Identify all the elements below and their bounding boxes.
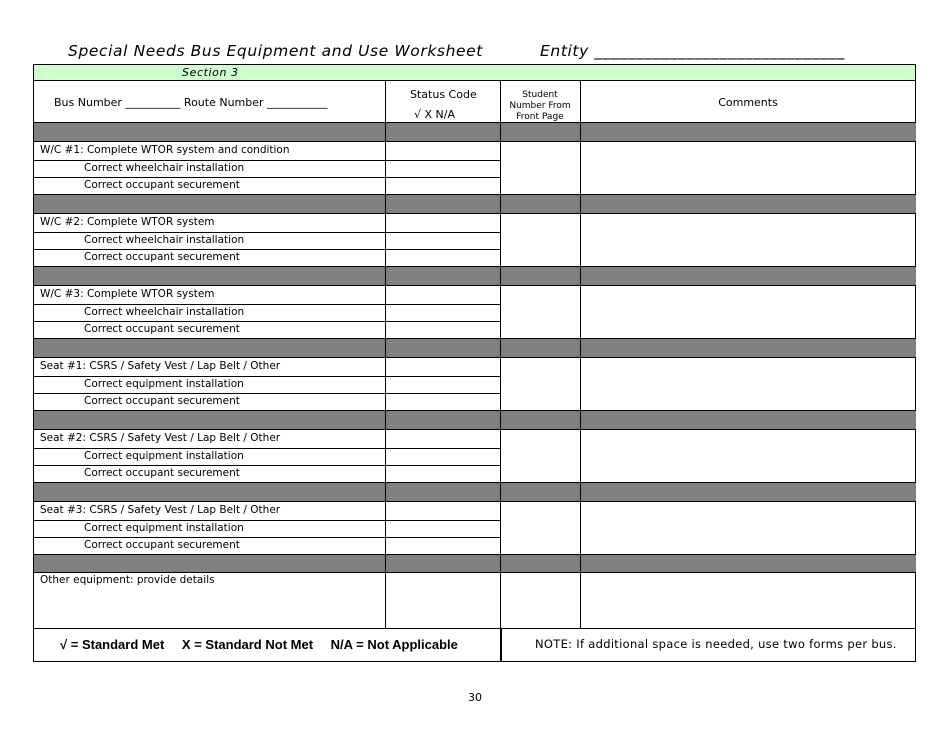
legend-divider	[500, 628, 502, 662]
student-number-cell[interactable]	[501, 286, 580, 338]
separator-bar	[34, 123, 916, 141]
column-divider	[500, 483, 501, 501]
other-equipment-label: Other equipment: provide details	[40, 574, 215, 586]
student-number-cell[interactable]	[501, 142, 580, 194]
column-divider	[500, 142, 501, 194]
status-code-cell[interactable]	[386, 358, 500, 376]
checklist-item: Correct wheelchair installation	[84, 234, 245, 246]
student-number-header: Student Number From Front Page	[509, 90, 571, 122]
status-code-cell[interactable]	[386, 393, 500, 410]
column-divider	[385, 339, 386, 357]
status-code-cell[interactable]	[386, 537, 500, 554]
column-divider	[385, 411, 386, 429]
status-code-cell[interactable]	[386, 177, 500, 194]
column-divider	[580, 81, 581, 122]
group-title: Seat #3: CSRS / Safety Vest / Lap Belt / Other	[40, 504, 281, 516]
column-divider	[500, 573, 501, 628]
legend-met: √ = Standard Met	[60, 637, 165, 652]
checklist-item: Correct occupant securement	[84, 251, 240, 263]
separator-bar	[34, 483, 916, 501]
row-divider	[33, 628, 916, 629]
checklist-item: Correct wheelchair installation	[84, 306, 245, 318]
comments-cell[interactable]	[581, 358, 916, 410]
checklist-item: Correct equipment installation	[84, 378, 244, 390]
status-code-cell[interactable]	[386, 214, 500, 232]
group-title: Seat #1: CSRS / Safety Vest / Lap Belt / Other	[40, 360, 281, 372]
checklist-item: Correct occupant securement	[84, 395, 240, 407]
column-divider	[500, 430, 501, 482]
comments-header: Comments	[718, 96, 778, 109]
separator-bar	[34, 195, 916, 213]
status-code-options: √ X N/A	[414, 108, 455, 121]
status-code-cell[interactable]	[386, 286, 500, 304]
status-code-cell[interactable]	[386, 430, 500, 448]
group-title: W/C #1: Complete WTOR system and condition	[40, 144, 290, 156]
column-divider	[580, 483, 581, 501]
student-number-cell[interactable]	[501, 214, 580, 266]
checklist-item: Correct equipment installation	[84, 450, 244, 462]
column-divider	[385, 267, 386, 285]
status-code-cell[interactable]	[386, 160, 500, 177]
checklist-item: Correct occupant securement	[84, 467, 240, 479]
column-divider	[580, 142, 581, 194]
column-divider	[580, 214, 581, 266]
other-equipment-details[interactable]	[34, 573, 385, 628]
column-divider	[500, 195, 501, 213]
status-code-cell[interactable]	[386, 321, 500, 338]
worksheet-title: Special Needs Bus Equipment and Use Worksheet	[68, 42, 483, 60]
separator-bar	[34, 555, 385, 572]
status-code-cell[interactable]	[386, 249, 500, 266]
comments-cell[interactable]	[581, 214, 916, 266]
status-code-cell[interactable]	[386, 520, 500, 537]
column-divider	[385, 142, 386, 194]
column-divider	[500, 502, 501, 554]
column-divider	[385, 430, 386, 482]
column-divider	[385, 123, 386, 141]
column-divider	[580, 123, 581, 141]
comments-cell[interactable]	[581, 430, 916, 482]
column-divider	[580, 555, 581, 572]
column-divider	[385, 555, 386, 572]
column-divider	[500, 214, 501, 266]
status-code-cell[interactable]	[386, 304, 500, 321]
legend-not-met: X = Standard Not Met	[181, 637, 314, 652]
column-divider	[385, 573, 386, 628]
column-divider	[580, 339, 581, 357]
comments-cell[interactable]	[581, 142, 916, 194]
comments-cell[interactable]	[581, 502, 916, 554]
separator-bar	[34, 267, 916, 285]
status-code-cell[interactable]	[386, 502, 500, 520]
checklist-item: Correct occupant securement	[84, 179, 240, 191]
column-divider	[580, 195, 581, 213]
entity-field[interactable]: Entity ______________________________	[540, 42, 845, 60]
column-divider	[385, 483, 386, 501]
column-divider	[385, 286, 386, 338]
status-code-cell[interactable]	[386, 448, 500, 465]
column-divider	[385, 195, 386, 213]
column-divider	[500, 267, 501, 285]
column-divider	[385, 358, 386, 410]
legend-na: N/A = Not Applicable	[330, 637, 458, 652]
column-divider	[500, 339, 501, 357]
checklist-item: Correct wheelchair installation	[84, 162, 245, 174]
bus-route-header[interactable]: Bus Number __________ Route Number ___________	[54, 96, 328, 109]
column-divider	[580, 286, 581, 338]
legend	[60, 637, 472, 652]
column-divider	[385, 214, 386, 266]
student-number-cell[interactable]	[501, 430, 580, 482]
note: NOTE: If additional space is needed, use two forms per bus.	[535, 637, 897, 651]
column-divider	[580, 573, 581, 628]
status-code-header: Status Code	[410, 88, 477, 101]
page-number: 30	[468, 691, 482, 704]
column-divider	[500, 411, 501, 429]
separator-bar	[34, 411, 916, 429]
student-number-cell[interactable]	[501, 358, 580, 410]
column-divider	[385, 81, 386, 122]
column-divider	[500, 555, 501, 572]
column-divider	[580, 411, 581, 429]
column-divider	[500, 81, 501, 122]
group-title: W/C #2: Complete WTOR system	[40, 216, 215, 228]
checklist-item: Correct equipment installation	[84, 522, 244, 534]
column-divider	[500, 123, 501, 141]
status-code-cell[interactable]	[386, 465, 500, 482]
column-divider	[580, 358, 581, 410]
separator-bar	[34, 339, 916, 357]
status-code-cell[interactable]	[386, 232, 500, 249]
status-code-cell[interactable]	[386, 142, 500, 160]
checklist-item: Correct occupant securement	[84, 323, 240, 335]
column-divider	[500, 286, 501, 338]
student-number-cell[interactable]	[501, 502, 580, 554]
column-divider	[580, 430, 581, 482]
group-title: Seat #2: CSRS / Safety Vest / Lap Belt / Other	[40, 432, 281, 444]
group-title: W/C #3: Complete WTOR system	[40, 288, 215, 300]
separator-bar	[386, 555, 916, 572]
section-label: Section 3	[182, 66, 239, 79]
column-divider	[500, 358, 501, 410]
checklist-item: Correct occupant securement	[84, 539, 240, 551]
column-divider	[580, 502, 581, 554]
column-divider	[385, 502, 386, 554]
comments-cell[interactable]	[581, 286, 916, 338]
status-code-cell[interactable]	[386, 376, 500, 393]
column-divider	[580, 267, 581, 285]
